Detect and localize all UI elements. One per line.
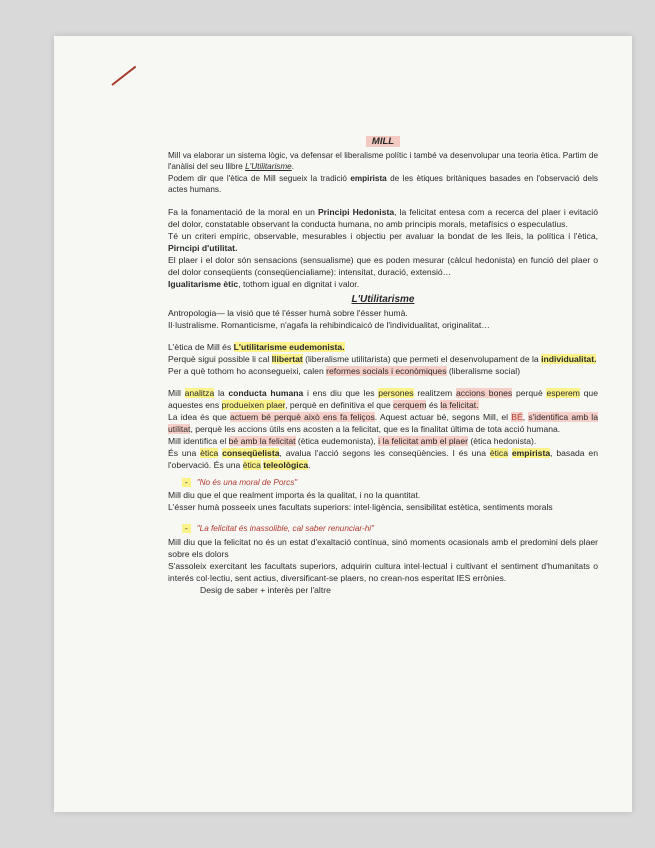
reformes-line: Per a què tothom ho aconsegueixi, calen reformes socials i econòmiques (liberalisme social) [168, 365, 521, 376]
felicitat-line-3: Desig de saber + interès per l'altre [200, 584, 331, 595]
illustralisme-line: Il·lustralisme. Romanticisme, n'agafa la rehibindicaicó de l'individualitat, originalitat… [168, 319, 490, 330]
document-page [54, 36, 632, 812]
hedonism-paragraph-3: El plaer i el dolor són sensacions (sensualisme) que es poden mesurar (càlcul hedonista) en funció del plaer o del dolor conseqüents (conseqüencialiame): intensitat, duració, extensió… [168, 254, 598, 277]
intro-paragraph-2: Podem dir que l'ètica de Mill segueix la tradició empirista de les ètiques britàniques basades en l'observació dels actes humans. [168, 173, 598, 195]
porcs-heading: - "No és una moral de Porcs" [182, 477, 598, 489]
conducta-paragraph: Mill analitza la conducta humana i ens diu que les persones realitzem accions bones perquè esperem que aquestes ens produeixen plaer, perquè en definitiva el que cerquem és la felicitat. [168, 387, 598, 410]
felicitat-line-1: Mill diu que la felicitat no és un estat d'exaltació contínua, sinó moments ocasionals amb el predomini dels plaer sobre els dolors [168, 536, 598, 559]
pen-mark [111, 66, 136, 86]
identifica-paragraph: Mill identifica el bé amb la felicitat (ètica eudemonista), i la felicitat amb el plaer (ètica hedonista). [168, 435, 537, 446]
utilitarisme-heading: L'Utilitarisme [351, 293, 415, 305]
felicitat-line-2: S'assoleix exercitant les facultats superiors, adquirin cultura intel·lectual i cultivant el sentiment d'humanitats o interés col·lectiu, sent actius, diversificant-se plaers, no crean-nos esperitat IES errònies. [168, 560, 598, 583]
hedonism-paragraph-1: Fa la fonamentació de la moral en un Principi Hedonista, la felicitat entesa com a recerca del plaer i evitació del dolor, constatable observant la conducta humana, no amb principis morals, metafísics o especulatius. [168, 206, 598, 229]
hedonism-paragraph-2: Té un criteri empíric, observable, mesurables i objectiu per avaluar la bondat de les lleis, la política i l'ètica, Pirncipi d'utilitat. [168, 230, 598, 253]
etica-types-paragraph: És una ètica conseqüelista, avalua l'acció segons les conseqüències. I és una ètica empirista, basada en l'obervació. És una ètica teleològica. [168, 447, 598, 470]
page-content [168, 136, 598, 596]
porcs-line-1: Mill diu que el que realment importa és la qualitat, i no la quantitat. [168, 490, 421, 501]
porcs-line-2: L'ésser humà posseeix unes facultats superiors: intel·ligència, sensibilitat estètica, sentiments morals [168, 502, 553, 513]
antropologia-line: Antropologia— la visió que té l'ésser humà sobre l'ésser humà. [168, 307, 408, 318]
page-title: MILL [168, 136, 598, 148]
intro-paragraph-1: Mill va elaborar un sistema lògic, va defensar el liberalisme polític i també va desenvolupar una teoria ètica. Partim de l'anàlisi del seu llibre L'Utilitarisme. [168, 150, 598, 172]
hedonism-paragraph-4: Igualitarisme ètic, tothom igual en dignitat i valor. [168, 278, 360, 289]
llibertat-line: Perquè sigui possible li cal llibertat (liberalisme utilitarista) que permeti el desenvolupament de la individualitat. [168, 353, 597, 364]
felicitat-heading: - "La felicitat és inassolible, cal saber renunciar-hi" [182, 523, 598, 535]
etica-mill-line: L'ètica de Mill és L'utilitarisme eudemonista. [168, 341, 345, 352]
idea-paragraph: La idea és que actuem bé perquè això ens fa feliços. Aquest actuar bé, segons Mill, el BÉ, s'identifica amb la utilitat, perquè les accions útils ens acosten a la felicitat, que es la finalitat última de tota acció humana. [168, 411, 598, 434]
